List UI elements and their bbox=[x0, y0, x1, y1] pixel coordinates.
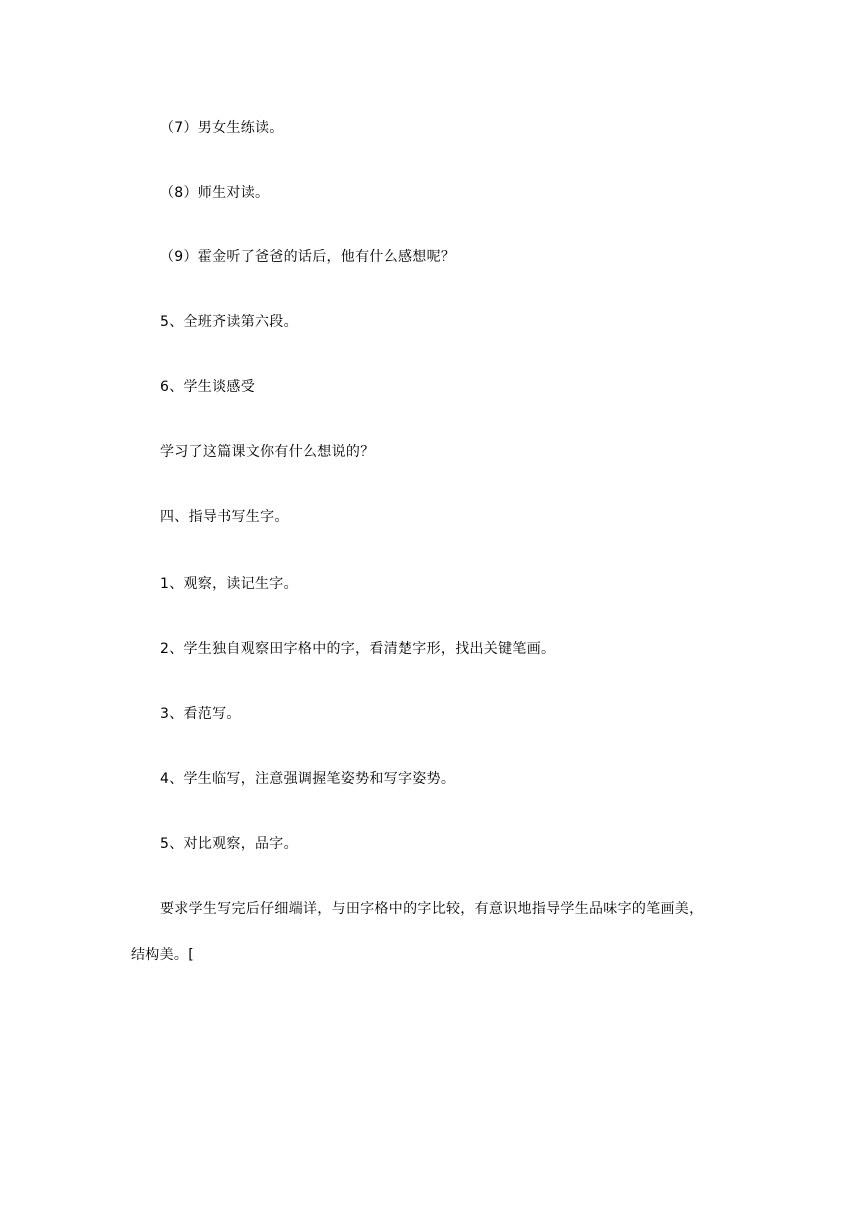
paragraph-line: 5、对比观察，品字。 bbox=[160, 836, 298, 852]
paragraph-line-continuation: 结构美。[ bbox=[131, 947, 194, 963]
paragraph-line: 5、全班齐读第六段。 bbox=[160, 314, 298, 330]
paragraph-line: 1、观察，读记生字。 bbox=[160, 576, 298, 592]
paragraph-line: 学习了这篇课文你有什么想说的？ bbox=[160, 444, 375, 460]
paragraph-line: 4、学生临写，注意强调握笔姿势和写字姿势。 bbox=[160, 771, 456, 787]
paragraph-line: 3、看范写。 bbox=[160, 706, 241, 722]
paragraph-line: （9）霍金听了爸爸的话后，他有什么感想呢？ bbox=[160, 249, 456, 265]
paragraph-line: 6、学生谈感受 bbox=[160, 379, 256, 395]
paragraph-line: 要求学生写完后仔细端详，与田字格中的字比较，有意识地指导学生品味字的笔画美， bbox=[160, 901, 704, 917]
paragraph-line: 2、学生独自观察田字格中的字，看清楚字形，找出关键笔画。 bbox=[160, 641, 556, 657]
paragraph-line: （8）师生对读。 bbox=[160, 185, 270, 201]
paragraph-line: （7）男女生练读。 bbox=[160, 120, 284, 136]
section-heading: 四、指导书写生字。 bbox=[160, 509, 289, 525]
